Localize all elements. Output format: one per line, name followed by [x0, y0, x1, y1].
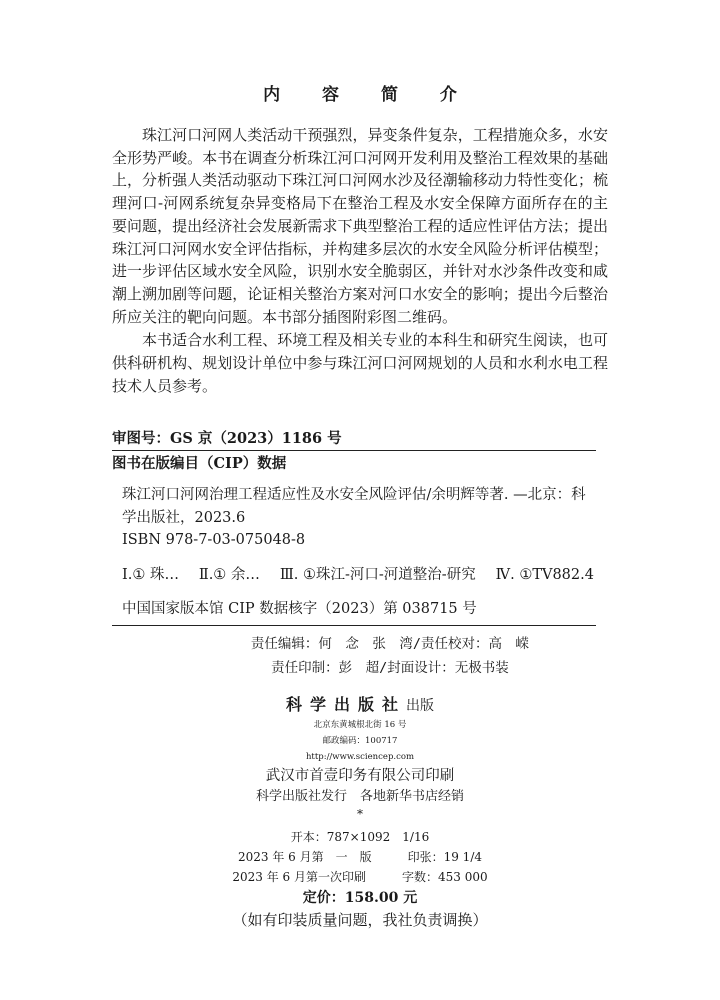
map-approval-number: 审图号：GS 京（2023）1186 号	[112, 430, 342, 447]
summary-paragraph: 本书适合水利工程、环境工程及相关专业的本科生和研究生阅读，也可供科研机构、规划设计单位中参与珠江河口河网规划的人员和水利水电工程技术人员参考。	[112, 331, 608, 395]
cip-body	[112, 484, 596, 621]
classification-line	[122, 564, 596, 587]
printing-info: 2023 年 6 月第一次印刷 字数：453 000	[232, 870, 488, 884]
cip-divider	[112, 625, 596, 626]
publisher-name	[0, 692, 720, 719]
publisher-website: http://www.sciencep.com	[305, 752, 415, 762]
staff-line: 责任编辑：何 念 张 湾/责任校对：高 嵘	[250, 636, 530, 652]
cip-block	[112, 428, 596, 626]
editorial-staff	[0, 632, 720, 680]
printer: 武汉市首壹印务有限公司印刷	[265, 768, 455, 784]
isbn: ISBN 978-7-03-075048-8	[122, 532, 306, 548]
summary-paragraph: 珠江河口河网人类活动干预强烈，异变条件复杂，工程措施众多，水安全形势严峻。本书在调查分析珠江河口河网开发利用及整治工程效果的基础上，分析强人类活动驱动下珠江河口河网水沙及径潮输移动力特性变化；梳理河口-河网系统复杂异变格局下在整治工程及水安全保障方面所存在的主要问题，提出经济社会发展新需求下典型整治工程的适应性评估方法；提出珠江河口河网水安全评估指标，并构建多层次的水安全风险分析评估模型；进一步评估区域水安全风险，识别水安全脆弱区，并针对水沙条件改变和咸潮上溯加剧等问题，论证相关整治方案对河口水安全的影响；提出今后整治所应关注的靶向问题。本书部分插图附彩图二维码。	[112, 126, 608, 326]
edition-info: 2023 年 6 月第 一 版 印张：19 1/4	[237, 850, 482, 864]
classification-item: Ⅱ.① 余…	[198, 566, 260, 583]
distribution: 科学出版社发行 各地新华书店经销	[255, 789, 464, 804]
cip-number: 中国国家版本馆 CIP 数据核字（2023）第 038715 号	[122, 601, 477, 617]
classification-item: Ⅲ. ①珠江-河口-河道整治-研究	[279, 566, 476, 583]
cip-heading: 图书在版编目（CIP）数据	[112, 450, 596, 475]
separator-star: *	[357, 807, 363, 821]
publication-info	[0, 690, 720, 931]
staff-line: 责任印制：彭 超/封面设计：无极书装	[271, 660, 509, 676]
format-spec: 开本：787×1092 1/16	[290, 830, 430, 844]
publisher-address: 北京东黄城根北街 16 号	[313, 720, 407, 730]
quality-note: （如有印装质量问题，我社负责调换）	[232, 911, 488, 929]
price: 定价：158.00 元	[302, 890, 418, 906]
publisher-postcode: 邮政编码：100717	[322, 736, 398, 746]
publisher-suffix: 出版	[406, 698, 434, 714]
page-title: 内 容 简 介	[263, 85, 475, 105]
content-summary	[112, 124, 608, 397]
publisher-logo-text: 科学出版社	[285, 695, 406, 714]
cip-description: 珠江河口河网治理工程适应性及水安全风险评估/余明辉等著. —北京：科学出版社，2023.6	[122, 487, 586, 526]
classification-item: Ⅳ. ①TV882.4	[495, 566, 594, 583]
classification-item: Ⅰ.① 珠…	[122, 566, 179, 583]
